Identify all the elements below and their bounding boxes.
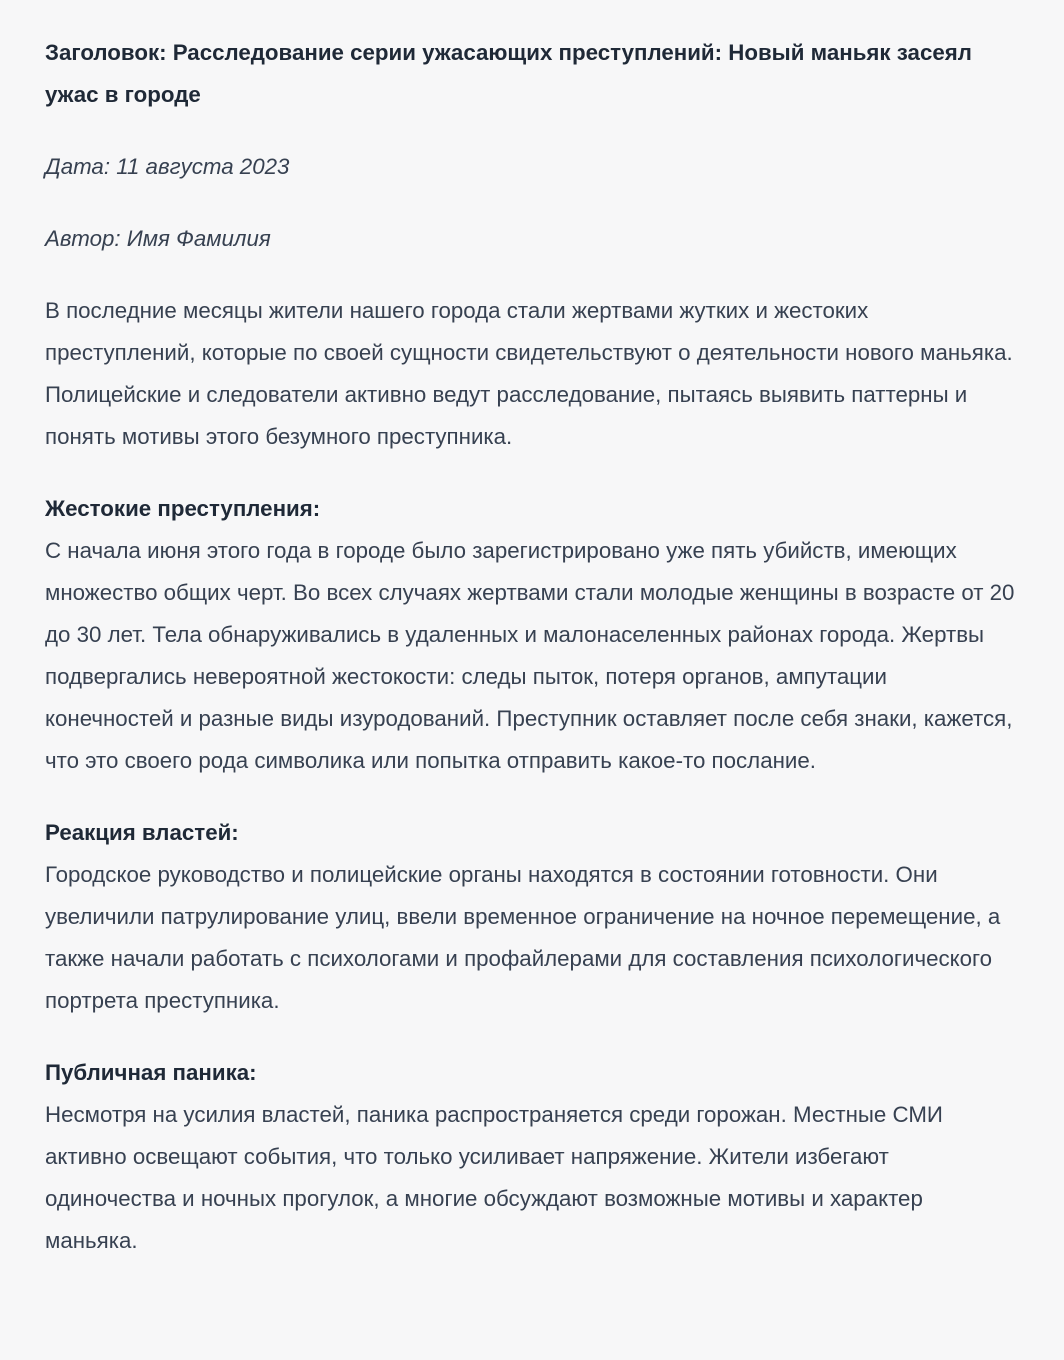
section-authorities xyxy=(45,812,1020,1022)
article-date: Дата: 11 августа 2023 xyxy=(45,154,290,179)
section-text-panic: Несмотря на усилия властей, паника распространяется среди горожан. Местные СМИ активно освещают события, что только усиливает напряжение. Жители избегают одиночества и ночных прогулок, а многие обсуждают возможные мотивы и характер маньяка. xyxy=(45,1102,943,1253)
section-crimes xyxy=(45,488,1020,782)
section-heading-crimes: Жестокие преступления: xyxy=(45,496,321,521)
section-heading-panic: Публичная паника: xyxy=(45,1060,257,1085)
section-panic xyxy=(45,1052,1020,1262)
section-heading-authorities: Реакция властей: xyxy=(45,820,239,845)
article-headline: Заголовок: Расследование серии ужасающих преступлений: Новый маньяк засеял ужас в городе xyxy=(45,40,972,107)
article-author: Автор: Имя Фамилия xyxy=(45,226,271,251)
section-text-crimes: С начала июня этого года в городе было зарегистрировано уже пять убийств, имеющих множество общих черт. Во всех случаях жертвами стали молодые женщины в возрасте от 20 до 30 лет. Тела обнаруживались в удаленных и малонаселенных районах города. Жертвы подвергались невероятной жестокости: следы пыток, потеря органов, ампутации конечностей и разные виды изуродований. Преступник оставляет после себя знаки, кажется, что это своего рода символика или попытка отправить какое-то послание. xyxy=(45,538,1015,773)
section-text-authorities: Городское руководство и полицейские органы находятся в состоянии готовности. Они увеличили патрулирование улиц, ввели временное ограничение на ночное перемещение, а также начали работать с психологами и профайлерами для составления психологического портрета преступника. xyxy=(45,862,1001,1013)
article-intro: В последние месяцы жители нашего города стали жертвами жутких и жестоких преступлений, которые по своей сущности свидетельствуют о деятельности нового маньяка. Полицейские и следователи активно ведут расследование, пытаясь выявить паттерны и понять мотивы этого безумного преступника. xyxy=(45,298,1013,449)
